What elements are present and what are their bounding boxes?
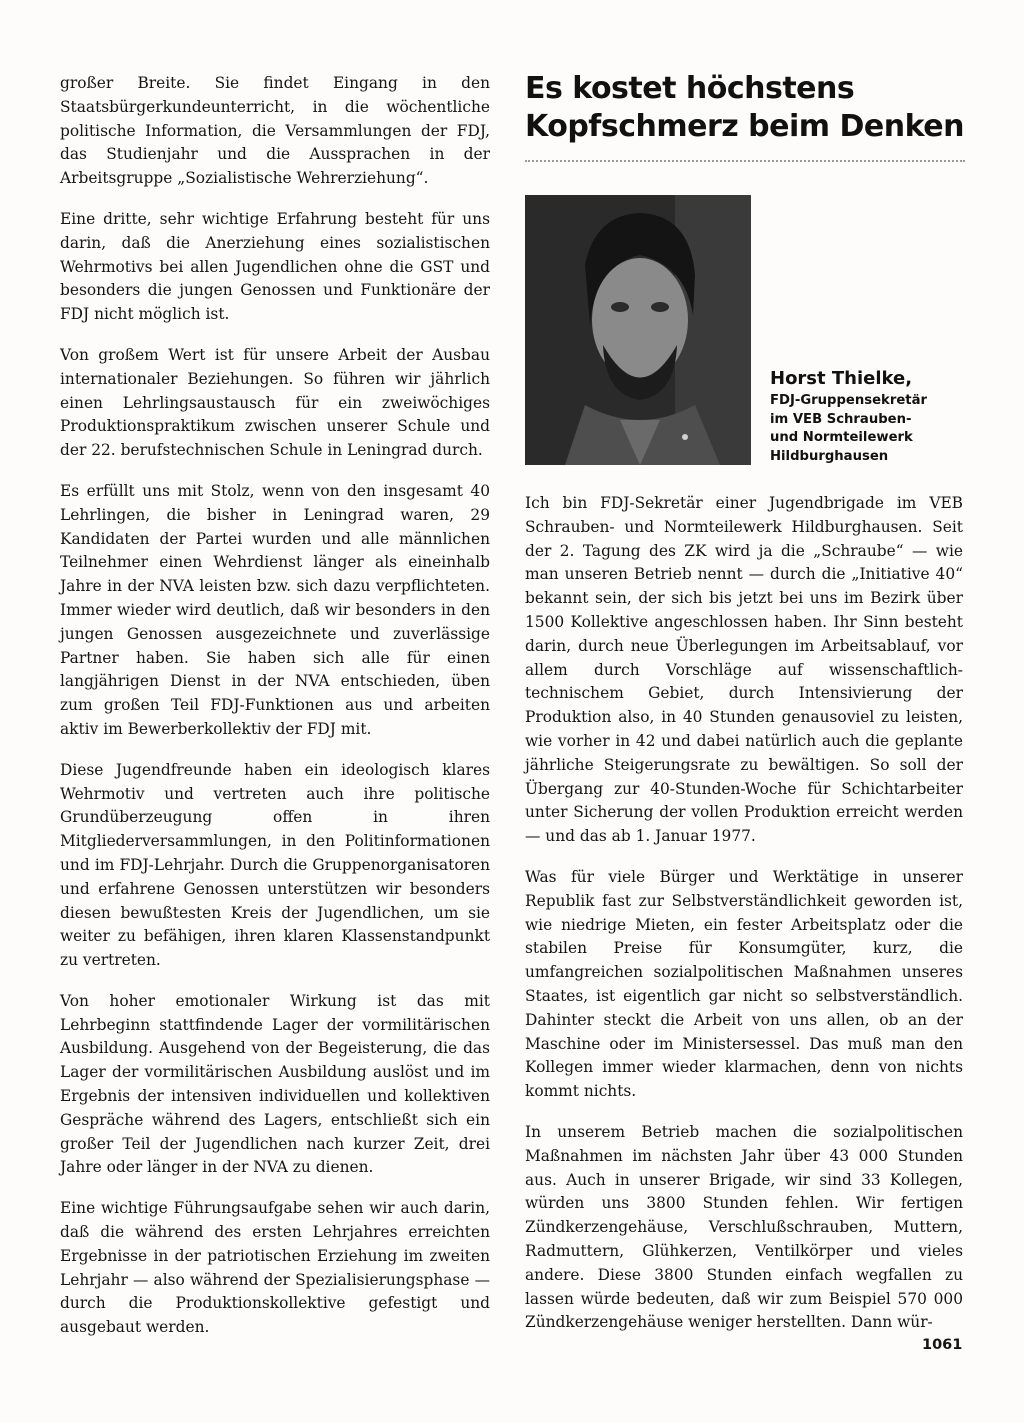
portrait-illustration <box>525 195 751 465</box>
headline-line-1: Es kostet höchstens <box>525 71 855 106</box>
left-paragraph-6: Von hoher emotionaler Wirkung ist das mit Lehrbeginn stattfindende Lager der vormilitärischen Ausbildung. Ausgehend von der Begeisterung, die das Lager der vormilitärischen Ausbildung auslöst und im Ergebnis der intensiven individuellen und kollektiven Gespräche während des Lagers, entschließt sich ein großer Teil der Jugendlichen nach kurzer Zeit, drei Jahre oder länger in der NVA zu dienen. <box>60 991 490 1177</box>
article-paragraph-1: Ich bin FDJ-Sekretär einer Jugendbrigade im VEB Schrauben- und Normteilewerk Hildburghausen. Seit der 2. Tagung des ZK wird ja die „Schraube“ — wie man unseren Betrieb nennt — durch die „Initiative 40“ bekannt sein, der sich bis jetzt bei uns im Bezirk über 1500 Kollektive angeschlossen haben. Ihr Sinn besteht darin, durch neue Überlegungen im Arbeitsablauf, vor allem durch Vorschläge auf wissenschaftlich-technischem Gebiet, durch Intensivierung der Produktion also, in 40 Stunden genausoviel zu leisten, wie vorher in 42 und dabei natürlich auch die geplante jährliche Steigerungsrate zu bewältigen. So soll der Übergang zur 40-Stunden-Woche für Schichtarbeiter unter Sicherung der vollen Produktion erreicht werden — und das ab 1. Januar 1977. <box>525 494 963 846</box>
caption-name: Horst Thielke, <box>770 368 913 389</box>
article-paragraph-3: In unserem Betrieb machen die sozialpolitischen Maßnahmen im nächsten Jahr über 43 000 Stunden aus. Auch in unserer Brigade, wir sind 33 Kollegen, würden uns 3800 Stunden fehlen. Wir fertigen Zündkerzengehäuse, Verschlußschrauben, Muttern, Radmuttern, Glühkerzen, Ventilkörper und vieles andere. Diese 3800 Stunden einfach wegfallen zu lassen würde bedeuten, daß wir zum Beispiel 570 000 Zündkerzengehäuse weniger herstellten. Dann wür- <box>525 1122 963 1332</box>
portrait-photo <box>525 195 751 465</box>
portrait-caption <box>770 368 970 466</box>
left-paragraph-2: Eine dritte, sehr wichtige Erfahrung besteht für uns darin, daß die Anerziehung eines sozialistischen Wehrmotivs bei allen Jugendlichen ohne die GST und besonders die jungen Genossen und Funktionäre der FDJ nicht möglich ist. <box>60 209 490 324</box>
page-number: 1061 <box>922 1337 963 1353</box>
article-paragraph-2: Was für viele Bürger und Werktätige in unserer Republik fast zur Selbstverständlichkeit geworden ist, wie niedrige Mieten, ein fester Arbeitsplatz oder die stabilen Preise für Konsumgüter, kurz, die umfangreichen sozialpolitischen Maßnahmen unseres Staates, ist eigentlich gar nicht so selbstverständlich. Dahinter steckt die Arbeit von uns allen, ob an der Maschine oder im Ministersessel. Das muß man den Kollegen immer wieder klarmachen, denn von nichts kommt nichts. <box>525 867 963 1101</box>
left-paragraph-5: Diese Jugendfreunde haben ein ideologisch klares Wehrmotiv und vertreten auch ihre politische Grundüberzeugung offen in ihren Mitgliederversammlungen, in den Politinformationen und im FDJ-Lehrjahr. Durch die Gruppenorganisatoren und erfahrene Genossen unterstützen wir besonders diesen bewußtesten Kreis der Jugendlichen, um sie weiter zu befähigen, ihren klaren Klassenstandpunkt zu vertreten. <box>60 760 490 970</box>
caption-role-line-4: Hildburghausen <box>770 448 889 464</box>
caption-role-line-3: und Normteilewerk <box>770 430 913 445</box>
right-column <box>525 492 963 1352</box>
left-paragraph-4: Es erfüllt uns mit Stolz, wenn von den insgesamt 40 Lehrlingen, die bisher in Leningrad waren, 29 Kandidaten der Partei wurden und alle männlichen Teilnehmer einen Wehrdienst länger als eineinhalb Jahre in der NVA leisten bzw. sich dazu verpflichteten. Immer wieder wird deutlich, daß wir besonders in den jungen Genossen ausgezeichnete und zuverlässige Partner haben. Sie haben sich alle für einen langjährigen Dienst in der NVA entschieden, üben zum großen Teil FDJ-Funktionen aus und arbeiten aktiv im Bewerberkollektiv der FDJ mit. <box>60 481 490 738</box>
left-paragraph-3: Von großem Wert ist für unsere Arbeit der Ausbau internationaler Beziehungen. So führen wir jährlich einen Lehrlingsaustausch für ein zweiwöchiges Produktionspraktikum zwischen unserer Schule und der 22. berufstechnischen Schule in Leningrad durch. <box>60 345 490 460</box>
caption-role-line-2: im VEB Schrauben- <box>770 411 912 427</box>
caption-role-line-1: FDJ-Gruppensekretär <box>770 393 927 408</box>
left-paragraph-7: Eine wichtige Führungsaufgabe sehen wir auch darin, daß die während des ersten Lehrjahres erreichten Ergebnisse in der patriotischen Erziehung im zweiten Lehrjahr — also während der Spezialisierungsphase — durch die Produktionskollektive gefestigt und ausgebaut werden. <box>60 1199 490 1337</box>
headline-line-2: Kopfschmerz beim Denken <box>525 109 964 144</box>
article-headline <box>525 70 965 146</box>
left-column <box>60 72 490 1357</box>
headline-divider <box>525 160 965 162</box>
left-paragraph-1: großer Breite. Sie findet Eingang in den Staatsbürgerkundeunterricht, in die wöchentliche politische Information, die Versammlungen der FDJ, das Studienjahr und die Aussprachen in der Arbeitsgruppe „Sozialistische Wehrerziehung“. <box>60 74 490 188</box>
